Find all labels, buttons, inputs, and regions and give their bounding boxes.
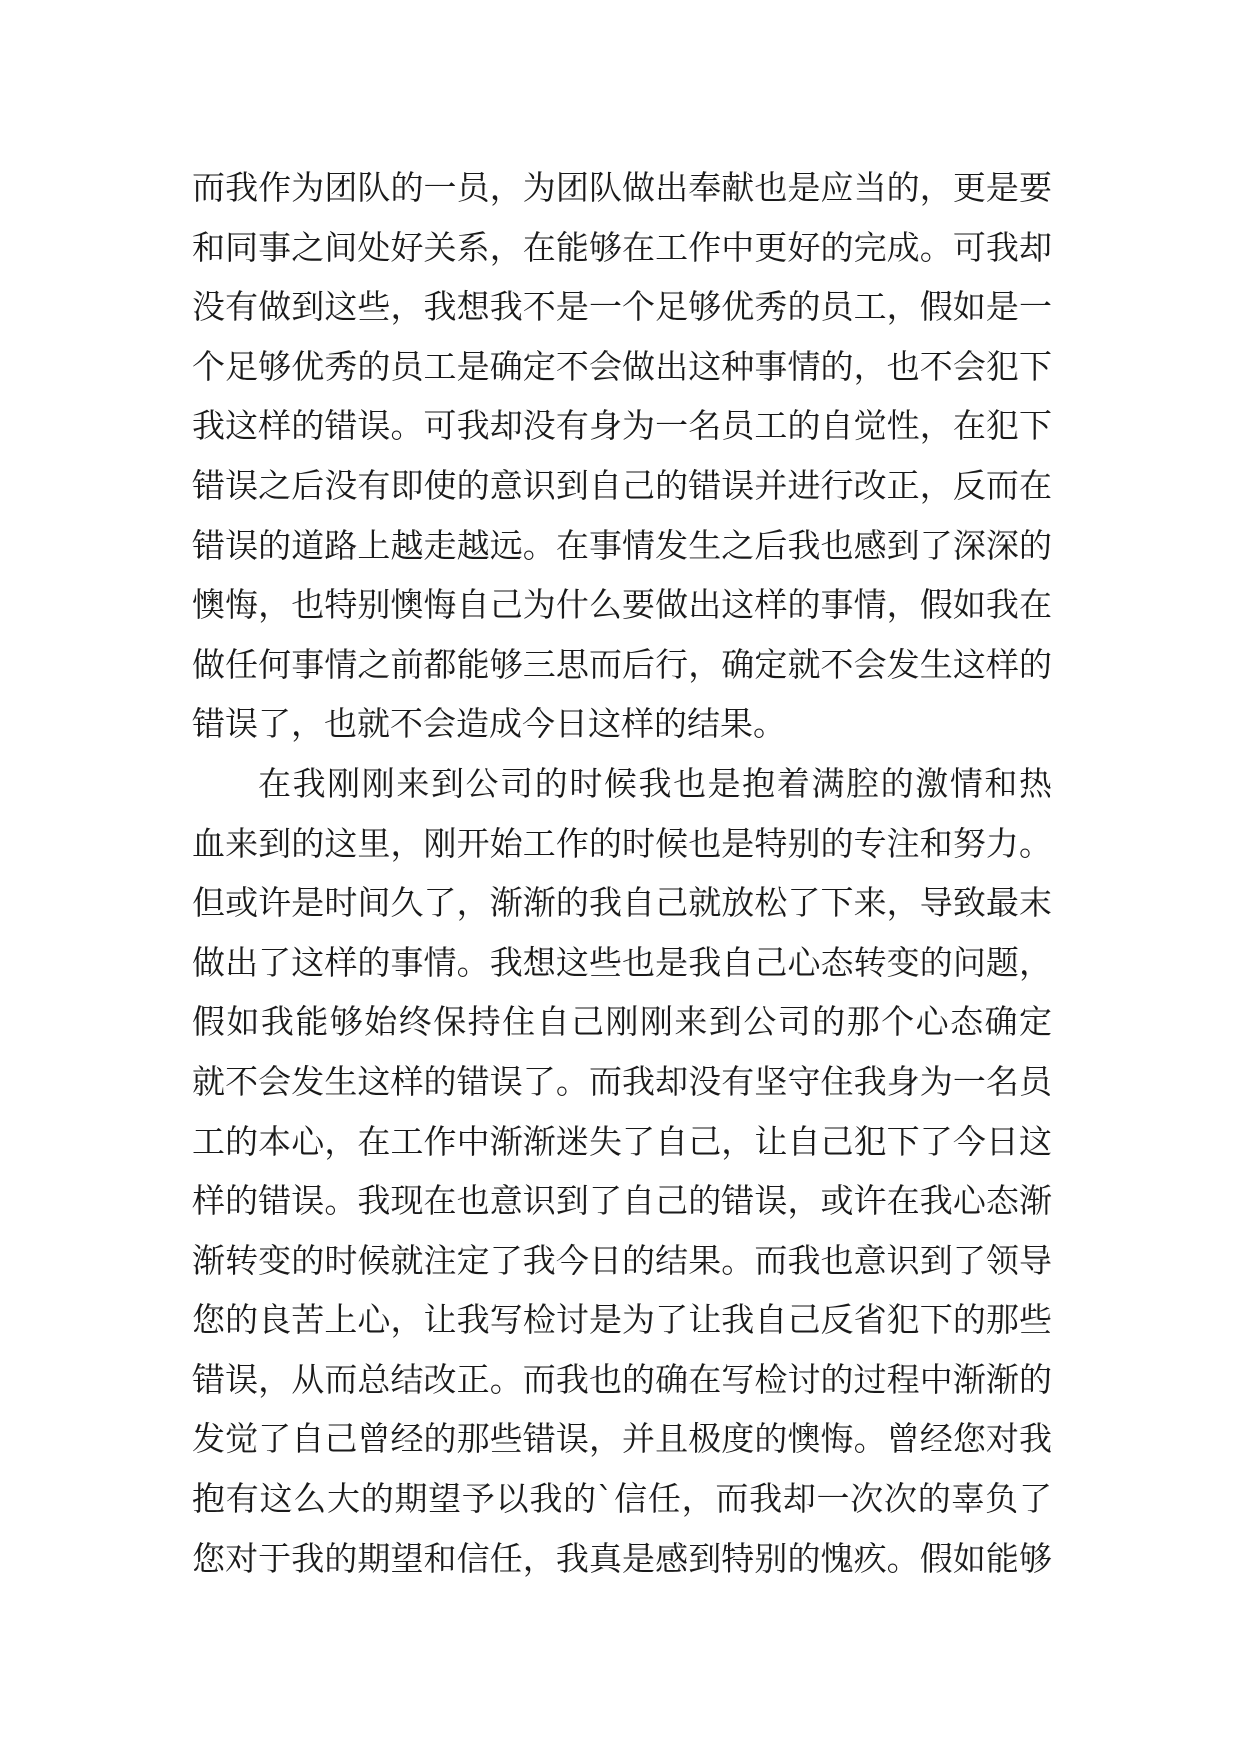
text-line: 血来到的这里，刚开始工作的时候也是特别的专注和努力。 <box>192 823 1052 863</box>
text-line: 和同事之间处好关系，在能够在工作中更好的完成。可我却 <box>192 227 1052 267</box>
text-line: 做任何事情之前都能够三思而后行，确定就不会发生这样的 <box>192 644 1052 684</box>
text-line: 发觉了自己曾经的那些错误，并且极度的懊悔。曾经您对我 <box>192 1419 1052 1459</box>
text-line: 样的错误。我现在也意识到了自己的错误，或许在我心态渐 <box>192 1181 1052 1221</box>
text-line: 做出了这样的事情。我想这些也是我自己心态转变的问题， <box>192 942 1052 982</box>
text-line: 错误之后没有即使的意识到自己的错误并进行改正，反而在 <box>192 465 1052 505</box>
text-line: 工的本心，在工作中渐渐迷失了自己，让自己犯下了今日这 <box>192 1121 1052 1161</box>
text-line: 您对于我的期望和信任，我真是感到特别的愧疚。假如能够 <box>192 1538 1052 1578</box>
text-line: 抱有这么大的期望予以我的`信任，而我却一次次的辜负了 <box>192 1479 1052 1519</box>
text-line: 懊悔，也特别懊悔自己为什么要做出这样的事情，假如我在 <box>192 585 1052 625</box>
text-line: 您的良苦上心，让我写检讨是为了让我自己反省犯下的那些 <box>192 1300 1052 1340</box>
text-line: 没有做到这些，我想我不是一个足够优秀的员工，假如是一 <box>192 287 1052 327</box>
text-line: 但或许是时间久了，渐渐的我自己就放松了下来，导致最末 <box>192 883 1052 923</box>
text-line: 而我作为团队的一员，为团队做出奉献也是应当的，更是要 <box>192 168 1052 207</box>
text-line: 渐转变的时候就注定了我今日的结果。而我也意识到了领导 <box>192 1240 1052 1280</box>
text-line: 个足够优秀的员工是确定不会做出这种事情的，也不会犯下 <box>192 346 1052 386</box>
paragraph-first-line: 在我刚刚来到公司的时候我也是抱着满腔的激情和热 <box>258 763 1052 803</box>
text-line: 错误，从而总结改正。而我也的确在写检讨的过程中渐渐的 <box>192 1359 1052 1399</box>
text-line: 假如我能够始终保持住自己刚刚来到公司的那个心态确定 <box>192 1002 1052 1042</box>
text-line: 就不会发生这样的错误了。而我却没有坚守住我身为一名员 <box>192 1061 1052 1101</box>
text-line: 我这样的错误。可我却没有身为一名员工的自觉性，在犯下 <box>192 406 1052 446</box>
text-line: 错误的道路上越走越远。在事情发生之后我也感到了深深的 <box>192 525 1052 565</box>
paragraph-end-line: 错误了，也就不会造成今日这样的结果。 <box>192 704 786 744</box>
document-body <box>192 158 1052 1588</box>
